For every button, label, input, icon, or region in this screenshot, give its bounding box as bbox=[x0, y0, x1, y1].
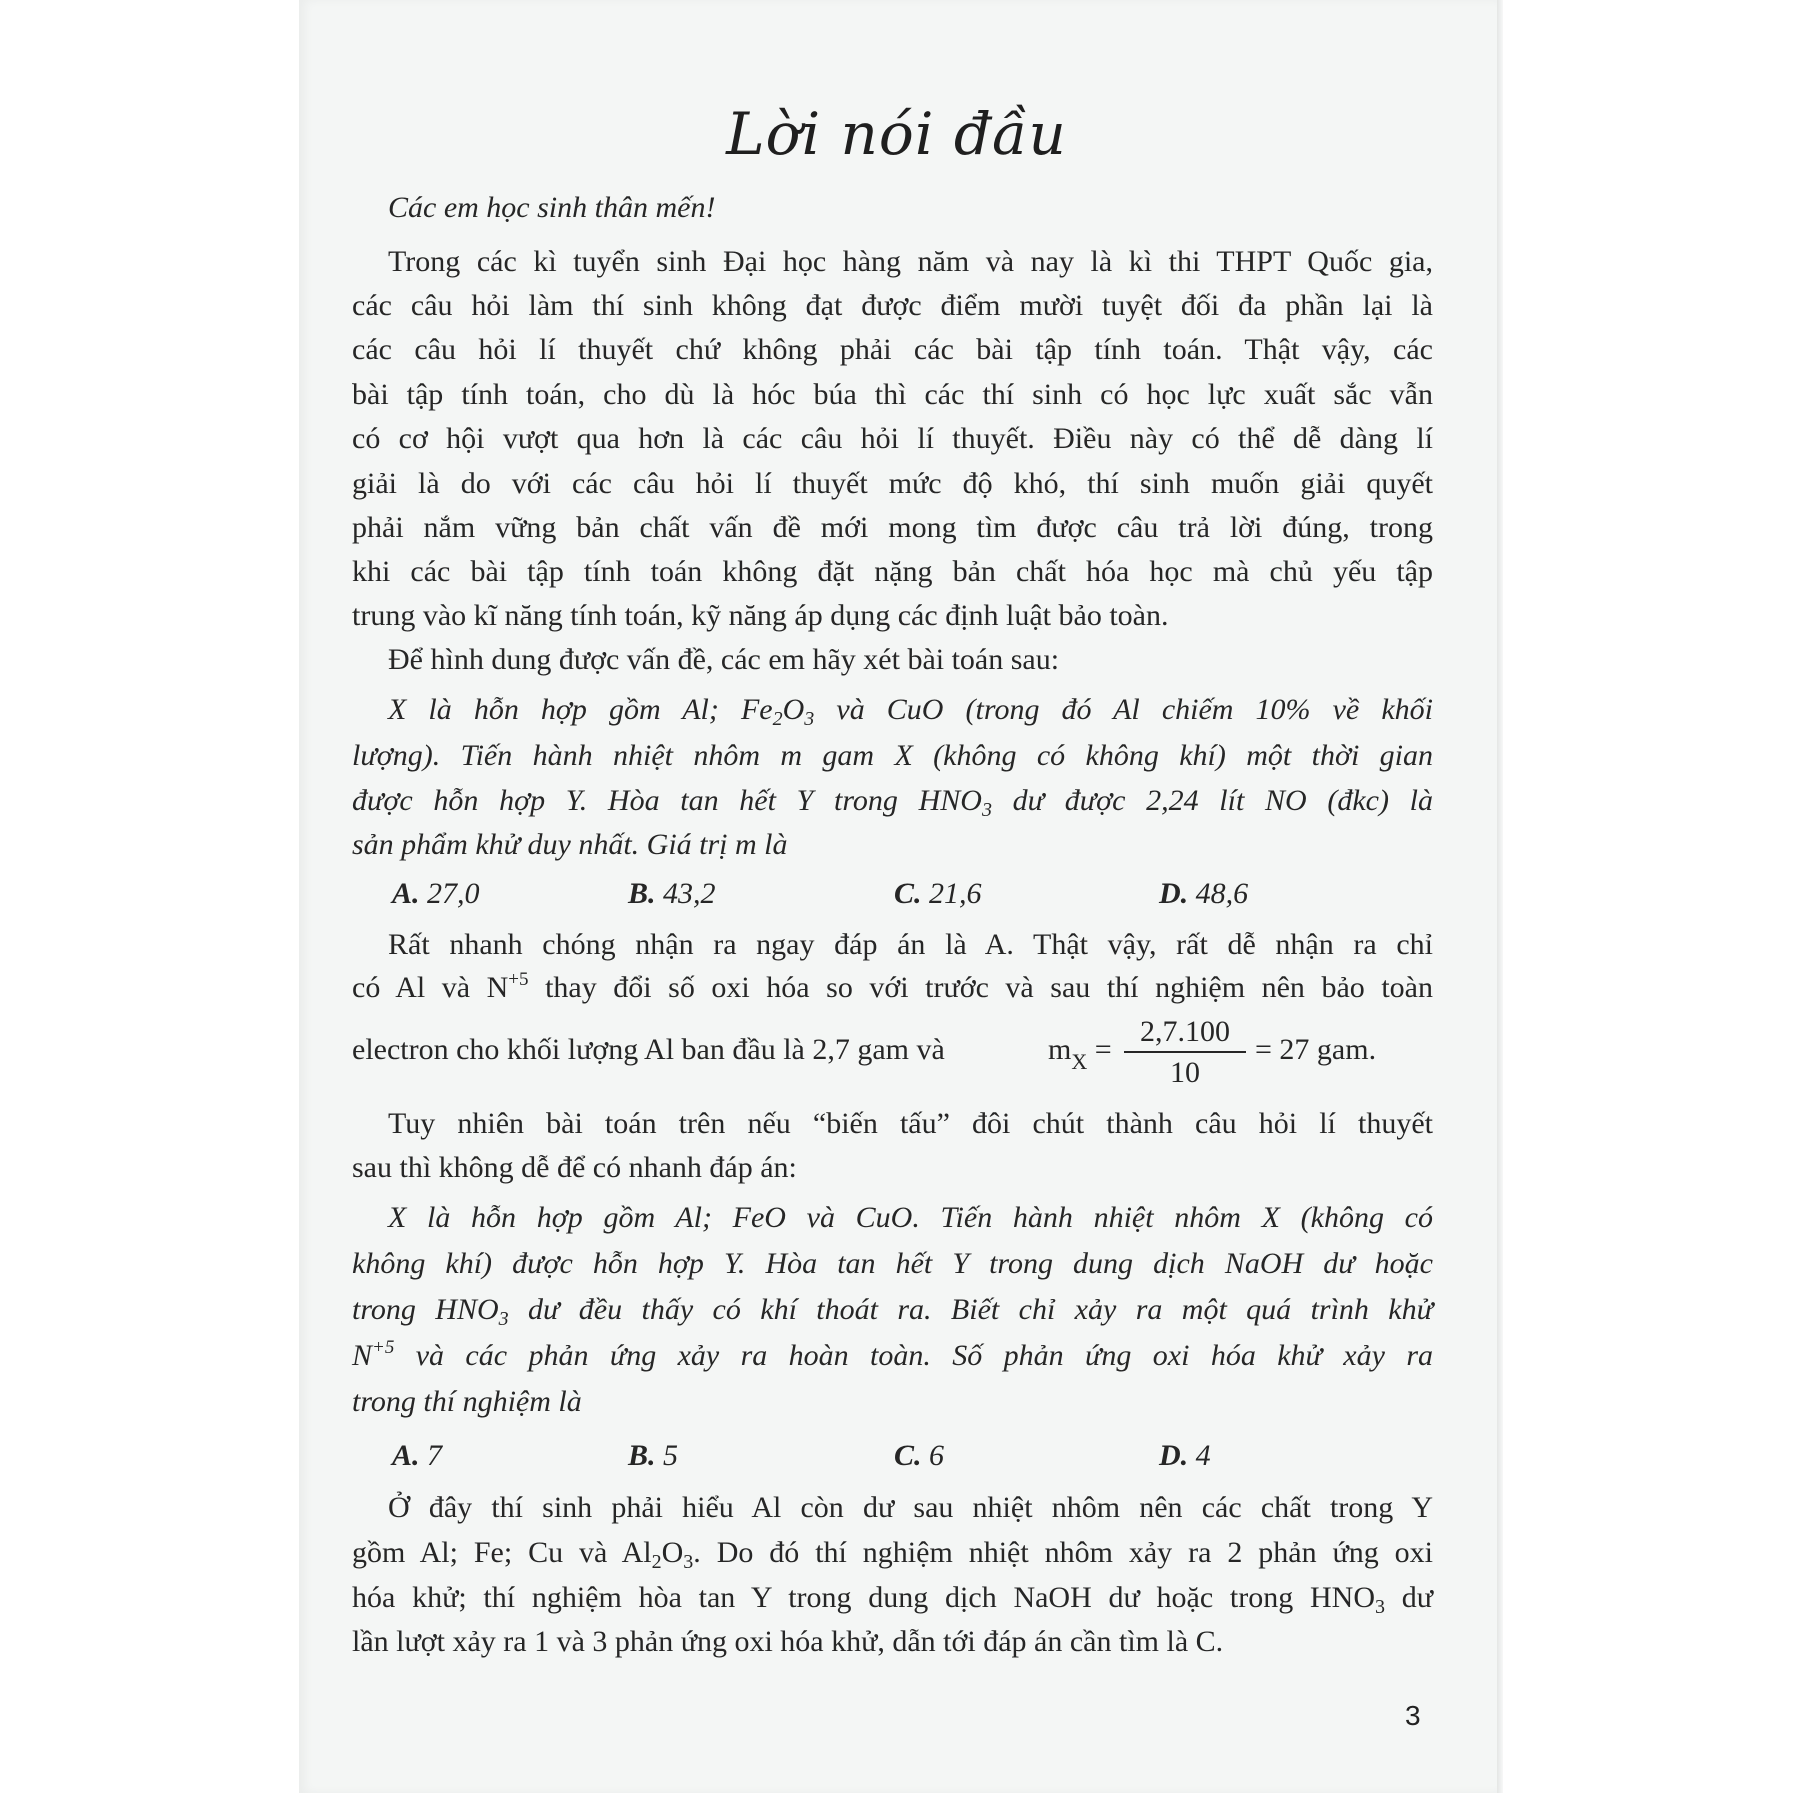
problem1-line: X là hỗn hợp gồm Al; $Fe_2O_3$ và CuO (trong đó Al chiếm 10% về khối bbox=[388, 693, 1433, 730]
problem1-line: sản phẩm khử duy nhất. Giá trị m là bbox=[352, 828, 788, 861]
option-a: A. 27,0 bbox=[392, 877, 480, 910]
para5-line: hóa khử; thí nghiệm hòa tan Y trong dung dịch NaOH dư hoặc trong $HNO_3$ dư bbox=[352, 1581, 1433, 1618]
option-d: D. 48,6 bbox=[1159, 877, 1249, 910]
para5-line: lần lượt xảy ra 1 và 3 phản ứng oxi hóa khử, dẫn tới đáp án cần tìm là C. bbox=[352, 1625, 1224, 1658]
para5-line: gồm Al; Fe; Cu và $Al_2O_3$. Do đó thí nghiệm nhiệt nhôm xảy ra 2 phản ứng oxi bbox=[352, 1536, 1433, 1573]
option-c: C. 6 bbox=[894, 1439, 945, 1472]
page-spine bbox=[1497, 0, 1503, 1793]
fraction bbox=[1124, 1015, 1246, 1093]
para1-line: có cơ hội vượt qua hơn là các câu hỏi lí thuyết. Điều này có thể dễ dàng lí bbox=[352, 422, 1433, 455]
option-d: D. 4 bbox=[1159, 1439, 1211, 1472]
problem1-line: lượng). Tiến hành nhiệt nhôm m gam X (không có không khí) một thời gian bbox=[352, 739, 1433, 772]
formula-result: = 27 gam. bbox=[1255, 1033, 1377, 1066]
problem2-line: trong thí nghiệm là bbox=[352, 1385, 582, 1418]
greeting: Các em học sinh thân mến! bbox=[388, 191, 716, 224]
para3-line: có Al và $N^{+5}$ thay đổi số oxi hóa so với trước và sau thí nghiệm nên bảo toàn bbox=[352, 969, 1433, 1004]
para4-line: Tuy nhiên bài toán trên nếu “biến tấu” đôi chút thành câu hỏi lí thuyết bbox=[388, 1107, 1433, 1140]
mass-symbol: $m_X$ = bbox=[1048, 1033, 1112, 1074]
para1-line: giải là do với các câu hỏi lí thuyết mức độ khó, thí sinh muốn giải quyết bbox=[352, 467, 1433, 500]
para1-line: các câu hỏi làm thí sinh không đạt được điểm mười tuyệt đối đa phần lại là bbox=[352, 289, 1433, 322]
para1-line: trung vào kĩ năng tính toán, kỹ năng áp dụng các định luật bảo toàn. bbox=[352, 599, 1169, 632]
para2: Để hình dung được vấn đề, các em hãy xét bài toán sau: bbox=[388, 643, 1060, 676]
problem2-line: không khí) được hỗn hợp Y. Hòa tan hết Y trong dung dịch NaOH dư hoặc bbox=[352, 1247, 1433, 1280]
problem2-line: $N^{+5}$ và các phản ứng xảy ra hoàn toàn. Số phản ứng oxi hóa khử xảy ra bbox=[352, 1337, 1433, 1372]
para1-line: các câu hỏi lí thuyết chứ không phải các bài tập tính toán. Thật vậy, các bbox=[352, 333, 1433, 366]
problem1-line: được hỗn hợp Y. Hòa tan hết Y trong $HNO_3$ dư được 2,24 lít NO (đkc) là bbox=[352, 784, 1433, 821]
para1-line: phải nắm vững bản chất vấn đề mới mong tìm được câu trả lời đúng, trong bbox=[352, 511, 1433, 544]
para3-line: Rất nhanh chóng nhận ra ngay đáp án là A. Thật vậy, rất dễ nhận ra chỉ bbox=[388, 928, 1433, 961]
formula-line bbox=[352, 1015, 1433, 1095]
page-number: 3 bbox=[1405, 1700, 1421, 1731]
option-b: B. 43,2 bbox=[628, 877, 716, 910]
problem1-options bbox=[392, 874, 1442, 914]
option-a: A. 7 bbox=[392, 1439, 443, 1472]
option-c: C. 21,6 bbox=[894, 877, 982, 910]
page-title: Lời nói đầu bbox=[726, 100, 1067, 168]
problem2-options bbox=[392, 1436, 1442, 1476]
para3-line: electron cho khối lượng Al ban đầu là 2,7 gam và bbox=[352, 1033, 945, 1066]
para4-line: sau thì không dễ để có nhanh đáp án: bbox=[352, 1151, 797, 1184]
option-b: B. 5 bbox=[628, 1439, 679, 1472]
problem2-line: trong $HNO_3$ dư đều thấy có khí thoát ra. Biết chỉ xảy ra một quá trình khử bbox=[352, 1293, 1433, 1330]
para5-line: Ở đây thí sinh phải hiểu Al còn dư sau nhiệt nhôm nên các chất trong Y bbox=[388, 1491, 1433, 1524]
problem2-line: X là hỗn hợp gồm Al; FeO và CuO. Tiến hành nhiệt nhôm X (không có bbox=[388, 1201, 1433, 1234]
para1-line: khi các bài tập tính toán không đặt nặng bản chất hóa học mà chủ yếu tập bbox=[352, 555, 1433, 588]
para1-line: bài tập tính toán, cho dù là hóc búa thì các thí sinh có học lực xuất sắc vẫn bbox=[352, 378, 1433, 411]
para1-line: Trong các kì tuyển sinh Đại học hàng năm và nay là kì thi THPT Quốc gia, bbox=[388, 245, 1433, 278]
fraction-denominator: 10 bbox=[1170, 1056, 1200, 1089]
fraction-numerator: 2,7.100 bbox=[1124, 1015, 1246, 1053]
